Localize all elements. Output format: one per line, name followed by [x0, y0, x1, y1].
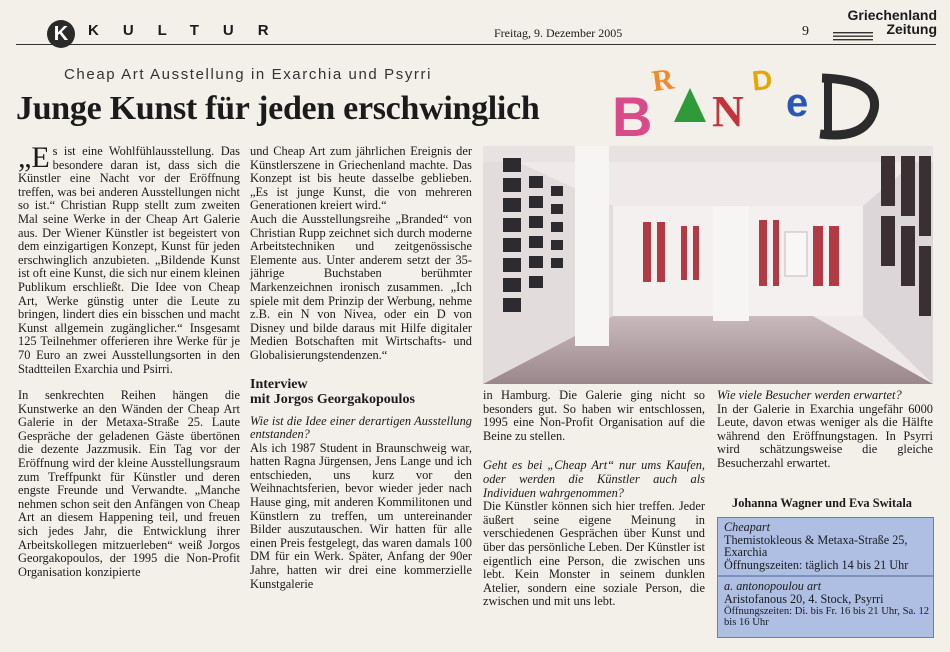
gallery-photo-image [483, 146, 933, 384]
interview-answer: Als ich 1987 Student in Braunschweig war, hatten Ragna Jürgensen, Jens Lange und ich entschieden, uns kurz vor den Weihnachtsferien, bevor wieder jeder nach Hause ging, mit anderen Kommilitonen und Künstlern zu treffen, um untereinander Bilder auszutauschen. Wir hatten für alle einen Preis festgelegt, das waren damals 100 DM für ein Werk. Später, Anfang der 90er Jahre, hatten wir drei eine kommerzielle Kunstgalerie [250, 440, 472, 591]
branded-letter-e: e [786, 81, 809, 125]
header-rule [16, 44, 936, 45]
interview-question: Wie ist die Idee einer derartigen Ausstellung entstanden? [250, 413, 472, 442]
venue-name: a. antonopoulou art [724, 579, 822, 594]
paragraph: und Cheap Art zum jährlichen Ereignis der Künstlerszene in Griechenland machte. Das Konzept ist bis heute dasselbe geblieben. „Es ist junge Kunst, die von mehreren Generationen kreiert wird.“ [250, 144, 472, 213]
paragraph: In senkrechten Reihen hängen die Kunstwerke an den Wänden der Cheap Art Galerie in der Metaxa-Straße 25. Laute Gespräche der geladenen Gäste übertönen die dezente Jazzmusik. Ein Tag vor der Eröffnung wird der kleine Ausstellungsraum zum Treffpunkt für Künstler und deren engste Freunde und Verwandte. „Manche nehmen schon seit den Anfängen von Cheap Art an diesem Happening teil, und freuen sich jedes Jahr, die Entwicklung ihrer Arbeitskollegen mitzuerleben“ weiß Jorgos Georgakopoulos, der 1995 die Non-Profit Organisation konzipierte [18, 388, 240, 579]
article-headline: Junge Kunst für jeden erschwinglich [16, 90, 540, 127]
interview-question: Wie viele Besucher werden erwartet? [717, 388, 902, 402]
branded-letter-d: D [750, 63, 774, 97]
branded-letter-a [674, 88, 706, 122]
lead-paragraph [18, 141, 240, 376]
lead-paragraph-text: s ist eine Wohlfühlausstellung. Das besondere daran ist, dass sich die Künstler eine Nacht vor der Eröffnung treffen, was bei anderen Ausstellungen nicht so ist.“ Christian Rupp stellt zum zweiten Mal seine Werke in der Cheap Art Galerie aus. Der Wiener Künstler ist begeistert von dem einzigartigen Konzept, Kunst für jeden erschwinglich anzubieten. „Bildende Kunst ist oft eine Kunst, die sich nur einem kleinen Publikum erschließt. Die Idee von Cheap Art, Werke günstig unter die Leute zu bringen, lindert dies ein bisschen und macht Kunst allgemein zugänglicher.“ Insgesamt 125 Teilnehmer offerieren ihre Werke für je 70 Euro an zwei Ausstellungsorten in den Stadtteilen Exarchia und Psirri. [18, 144, 240, 376]
issue-date: Freitag, 9. Dezember 2005 [494, 26, 623, 40]
interview-answer: In der Galerie in Exarchia ungefähr 6000 Leute, davon etwas weniger als die Hälfte während den Eröffnungstagen. In Psyrri wird schätzungsweise die gleiche Besucherzahl erwartet. [717, 401, 933, 470]
interview-answer: Die Künstler können sich hier treffen. Jeder äußert seine eigene Meinung in verschiedenen Gesprächen über Kunst und über das persönliche Leben. Der Künstler ist eigentlich eine Person, die zwischen uns lebt. Kein Monster in seinem dunklen Atelier, sondern eine soziale Person, die zwischen und mit uns lebt. [483, 499, 705, 609]
branded-letter-b: B [612, 85, 653, 144]
branded-letter-r: R [649, 62, 676, 99]
venue-info-box [717, 517, 934, 638]
drop-cap: „E [18, 141, 50, 174]
section-letter-badge: K [47, 20, 75, 48]
interview-question: Geht es bei „Cheap Art“ nur ums Kaufen, oder werden die Künstler auch als Individuen wahrgenommen? [483, 458, 705, 500]
paragraph: Auch die Ausstellungsreihe „Branded“ von Christian Rupp zeichnet sich durch moderne Arbeitstechniken und zeitgenössische Elemente aus. Unter anderem setzt der 35-jährige Buchstaben berühmter Markenzeichnen ironisch zusammen. „Ich spiele mit dem Prinzip der Werbung, nehme z.B. ein N von Nivea, oder ein D von Disney und bilde daraus mit Hilfe digitaler Medien Botschaften mit Wirtschafts- und Globalisierungstendenzen.“ [250, 211, 472, 362]
venue-1 [718, 518, 933, 571]
branded-logo-artwork [610, 60, 890, 144]
venue-address: Themistokleous & Metaxa-Straße 25, Exarchia [724, 532, 908, 560]
article-column-3 [483, 389, 705, 609]
interview-answer-continued: in Hamburg. Die Galerie ging nicht so besonders gut. So haben wir entschlossen, 1995 eine Non-Profit Organisation auf die Beine zu stellen. [483, 388, 705, 443]
article-column-4 [717, 389, 933, 471]
article-column-2 [250, 145, 472, 591]
newspaper-name-line1: Griechenland [847, 7, 937, 23]
section-title: KULTUR [88, 22, 293, 39]
branded-letter-n: N [712, 87, 744, 136]
author-credit: Johanna Wagner und Eva Switala [732, 496, 912, 510]
newspaper-name-line2: Zeitung [886, 21, 937, 37]
interview-heading-line1: Interview [250, 376, 308, 392]
venue-hours: Öffnungszeiten: Di. bis Fr. 16 bis 21 Uhr, Sa. 12 bis 16 Uhr [724, 605, 930, 628]
interview-heading [250, 377, 472, 407]
venue-2 [718, 577, 933, 627]
article-kicker: Cheap Art Ausstellung in Exarchia und Psyrri [64, 66, 433, 83]
newspaper-logo-stripes [833, 30, 873, 44]
venue-name: Cheapart [724, 520, 771, 534]
venue-hours: Öffnungszeiten: täglich 14 bis 21 Uhr [724, 557, 909, 572]
venue-address: Aristofanous 20, 4. Stock, Psyrri [724, 591, 884, 606]
page-number: 9 [802, 24, 809, 39]
article-column-1 [18, 141, 240, 579]
gallery-photo [483, 146, 933, 384]
interview-heading-line2: mit Jorgos Georgakopoulos [250, 391, 415, 407]
